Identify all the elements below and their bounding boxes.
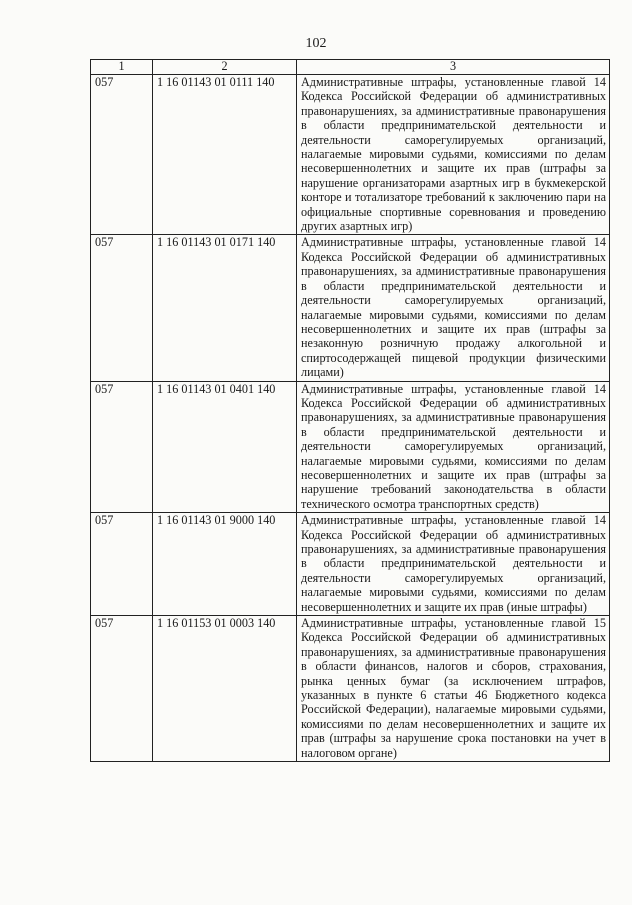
table-header-row	[91, 60, 610, 75]
table-row	[91, 235, 610, 381]
table-row	[91, 513, 610, 616]
description-cell: Административные штрафы, установленные главой 14 Кодекса Российской Федерации об административных правонарушениях, за административные правонарушения в области предпринимательской деятельности и деятельности саморегулируемых организаций, налагаемые мировыми судьями, комиссиями по делам несовершеннолетних и защите их прав (иные штрафы)	[297, 513, 610, 616]
admin-code-cell: 057	[91, 616, 153, 762]
admin-code-cell: 057	[91, 235, 153, 381]
page-number: 102	[305, 36, 327, 51]
column-header-3: 3	[297, 60, 610, 75]
table-row	[91, 75, 610, 235]
budget-code-cell: 1 16 01143 01 0111 140	[153, 75, 297, 235]
budget-code-cell: 1 16 01143 01 0401 140	[153, 381, 297, 513]
budget-code-cell: 1 16 01143 01 9000 140	[153, 513, 297, 616]
description-cell: Административные штрафы, установленные главой 14 Кодекса Российской Федерации об административных правонарушениях, за административные правонарушения в области предпринимательской деятельности и деятельности саморегулируемых организаций, налагаемые мировыми судьями, комиссиями по делам несовершеннолетних и защите их прав (штрафы за нарушение организаторами азартных игр в букмекерской конторе и тотализаторе требований к заключению пари на официальные спортивные соревнования и проведению других азартных игр)	[297, 75, 610, 235]
budget-code-cell: 1 16 01153 01 0003 140	[153, 616, 297, 762]
column-header-1: 1	[91, 60, 153, 75]
budget-code-cell: 1 16 01143 01 0171 140	[153, 235, 297, 381]
description-cell: Административные штрафы, установленные главой 14 Кодекса Российской Федерации об административных правонарушениях, за административные правонарушения в области предпринимательской деятельности и деятельности саморегулируемых организаций, налагаемые мировыми судьями, комиссиями по делам несовершеннолетних и защите их прав (штрафы за незаконную розничную продажу алкогольной и спиртосодержащей пищевой продукции физическими лицами)	[297, 235, 610, 381]
column-header-2: 2	[153, 60, 297, 75]
admin-code-cell: 057	[91, 75, 153, 235]
description-cell: Административные штрафы, установленные главой 14 Кодекса Российской Федерации об административных правонарушениях, за административные правонарушения в области предпринимательской деятельности и деятельности саморегулируемых организаций, налагаемые мировыми судьями, комиссиями по делам несовершеннолетних и защите их прав (штрафы за нарушение требований законодательства в области технического осмотра транспортных средств)	[297, 381, 610, 513]
table-row	[91, 616, 610, 762]
admin-code-cell: 057	[91, 381, 153, 513]
table-row	[91, 381, 610, 513]
description-cell: Административные штрафы, установленные главой 15 Кодекса Российской Федерации об административных правонарушениях, за административные правонарушения в области финансов, налогов и сборов, страхования, рынка ценных бумаг (за исключением штрафов, указанных в пункте 6 статьи 46 Бюджетного кодекса Российской Федерации), налагаемые мировыми судьями, комиссиями по делам несовершеннолетних и защите их прав (штрафы за нарушение срока постановки на учет в налоговом органе)	[297, 616, 610, 762]
budget-codes-table	[90, 59, 610, 762]
admin-code-cell: 057	[91, 513, 153, 616]
